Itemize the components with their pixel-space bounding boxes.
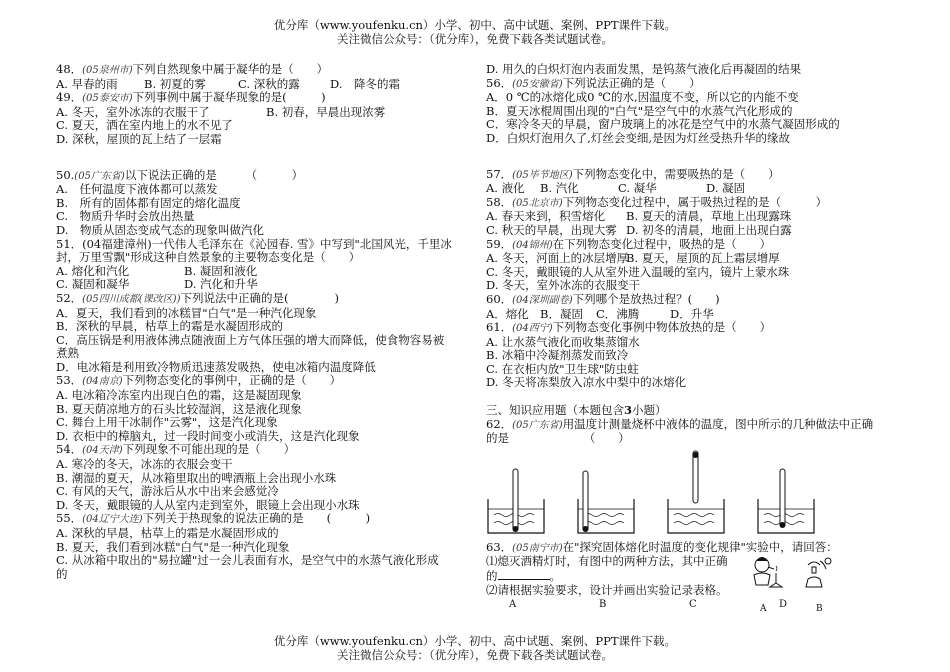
question-source: (05四川成都(课改区)) xyxy=(82,293,181,305)
question-source: (05毕节地区) xyxy=(512,169,573,181)
option-d: D. 冬天将冻梨放入凉水中梨中的冰熔化 xyxy=(486,375,687,390)
beaker-c xyxy=(668,451,724,533)
option-c: C．沸腾 xyxy=(596,306,640,321)
question-text: 下列说法正确的是（ ） xyxy=(562,75,701,90)
option-c: C. 冬天，戴眼镜的人从室外进入温暖的室内，镜片上蒙水珠 xyxy=(486,264,790,279)
lamp-label-a: A xyxy=(760,604,767,614)
question-60-options xyxy=(486,308,916,322)
question-source: (05北京市) xyxy=(512,197,563,209)
question-text: 在"探究固体熔化时温度的变化规律"实验中，请回答： xyxy=(562,539,838,554)
option-c: C. 在衣柜内放"卫生球"防虫蛀 xyxy=(486,361,639,376)
option-b: B．夏天冰棍周围出现的"白气"是空气中的水蒸气汽化形成的 xyxy=(486,103,793,118)
question-number: 50. xyxy=(56,167,75,182)
answer-blank xyxy=(498,569,550,580)
question-source: (04天津) xyxy=(82,445,123,457)
option-c: C. 凝华 xyxy=(618,181,657,196)
option-d: D．白炽灯泡用久了,灯丝会变细,是因为灯丝受热升华的缘故 xyxy=(486,130,791,145)
question-number: 49． xyxy=(56,90,83,105)
option-c: C. 凝固和凝华 xyxy=(56,277,130,292)
section-title-a: 三、知识应用题（本题包含 xyxy=(486,403,624,418)
question-source: (04南京) xyxy=(82,376,123,388)
option-c: C. 有风的天气，游泳后从水中出来会感觉冷 xyxy=(56,484,279,499)
question-text: 下列物态变化中，需要吸热的是（ ） xyxy=(572,166,780,181)
thermometer-figure-svg xyxy=(486,449,816,541)
question-number: 52． xyxy=(56,290,83,305)
question-number: 62． xyxy=(486,416,513,431)
question-text: 下列说法中正确的是( ) xyxy=(180,290,339,305)
question-number: 57． xyxy=(486,166,513,181)
question-56-stem xyxy=(486,77,916,92)
question-number: 53． xyxy=(56,373,83,388)
question-53-stem xyxy=(56,374,472,389)
question-source: (05广东省) xyxy=(74,170,125,182)
question-number: 61． xyxy=(486,320,513,335)
option-b: B. 夏天，我们看到冰糕"白气"是一种汽化现象 xyxy=(56,539,290,554)
header xyxy=(0,18,950,46)
left-column xyxy=(56,63,472,581)
question-source: (05泰安市) xyxy=(82,93,133,105)
section-3-title xyxy=(486,404,916,418)
option-a: A. 任何温度下液体都可以蒸发 xyxy=(56,182,218,197)
option-a: A．0 ℃的冰熔化成0 ℃的水,因温度不变，所以它的内能不变 xyxy=(486,90,799,105)
option-d: D. 冬天，戴眼镜的人从室内走到室外，眼镜上会出现小水珠 xyxy=(56,497,360,512)
question-55-stem xyxy=(56,512,472,527)
question-source: (05泉州市) xyxy=(82,65,133,76)
option-b: B. 汽化 xyxy=(540,181,579,196)
question-55-option-d: D. 用久的白炽灯泡内表面发黑，是钨蒸气液化后再凝固的结果 xyxy=(486,62,802,76)
option-d: D. 初冬的清晨，地面上出现白露 xyxy=(626,222,792,237)
option-d: D. 衣柜中的樟脑丸，过一段时间变小或消失，这是汽化现象 xyxy=(56,428,360,443)
footer xyxy=(0,634,950,662)
option-b: B．深秋的早晨，枯草上的霜是水凝固形成的 xyxy=(56,319,283,334)
question-source: (04辽宁大连) xyxy=(82,514,143,526)
part-2: ⑵请根据实验要求，设计并画出实验记录表格。 xyxy=(486,582,728,597)
question-number: 56． xyxy=(486,75,513,90)
option-c: C. 深秋的露 xyxy=(238,76,300,91)
question-number: 48． xyxy=(56,62,83,76)
question-48-stem xyxy=(56,63,472,78)
question-source: (05广东省) xyxy=(512,419,563,431)
question-source: (04深圳副卷) xyxy=(512,294,573,306)
question-54-stem xyxy=(56,443,472,458)
beaker-b xyxy=(578,471,634,533)
section-title-count: 3 xyxy=(624,403,633,418)
question-51-options-cd xyxy=(56,278,472,292)
option-b: B. 夏天的清晨，草地上出现露珠 xyxy=(626,209,792,224)
right-column xyxy=(486,63,916,599)
figure-a-person-blowing xyxy=(754,557,782,587)
option-b: B. 初春，早晨出现浓雾 xyxy=(266,104,386,119)
question-57-stem xyxy=(486,168,916,183)
question-51-line-1: 51．(04福建漳州)一代伟人毛泽东在《沁园春. 雪》中写到"北国风光，千里冰 xyxy=(56,236,452,251)
lamp-label-b: B xyxy=(816,604,823,614)
figure-label-b: B xyxy=(599,599,607,610)
footer-line-1: 优分库（www.youfenku.cn）小学、初中、高中试题、案例、PPT课件下载。 xyxy=(273,634,677,648)
question-text: 下列物态变化过程中，属于吸热过程的是（ ） xyxy=(562,194,828,209)
question-58-options-ab xyxy=(486,210,916,224)
question-number: 60． xyxy=(486,291,513,306)
part-1-line-1: ⑴熄灭酒精灯时，有图中的两种方法，其中正确 xyxy=(486,554,728,569)
question-number: 58． xyxy=(486,194,513,209)
question-51-line-2: 封，万里雪飘"形成这种自然景象的主要物态变化是（ ） xyxy=(56,250,361,265)
section-title-c: 小题） xyxy=(632,403,667,418)
option-b: B. 冰箱中冷凝剂蒸发而致冷 xyxy=(486,348,629,363)
question-text: 在下列物态变化过程中，吸热的是（ ） xyxy=(552,236,772,251)
option-a: A. 冬天，河面上的冰层增厚 xyxy=(486,251,629,266)
option-c-line-2: 的 xyxy=(56,566,68,581)
part-1-suffix: 。 xyxy=(549,569,561,584)
option-b: B. 夏天，屋顶的瓦上霜层增厚 xyxy=(626,251,780,266)
question-60-stem xyxy=(486,293,916,308)
option-c: C. 秋天的早晨，出现大雾 xyxy=(486,222,617,237)
option-d: D．电冰箱是利用致冷物质迅速蒸发吸热，使电冰箱内温度降低 xyxy=(56,359,376,374)
figure-label-a: A xyxy=(509,599,517,610)
question-number: 59． xyxy=(486,236,513,251)
question-number: 54． xyxy=(56,442,83,457)
option-c-line-1: C．高压锅是利用液体沸点随液面上方气体压强的增大而降低，使食物容易被 xyxy=(56,332,445,347)
figure-b-lamp-cap xyxy=(806,558,831,587)
question-63-part-1 xyxy=(486,555,916,599)
question-text: 下列事例中属于凝华现象的是( ) xyxy=(132,90,326,105)
option-a: A．熔化 xyxy=(486,306,529,321)
question-52-stem xyxy=(56,292,472,307)
part-1-line-2 xyxy=(486,569,728,584)
question-text: 下列现象不可能出现的是（ ） xyxy=(122,442,296,457)
option-b: B. 所有的固体都有固定的熔化温度 xyxy=(56,195,241,210)
option-c: C．寒冷冬天的早晨，窗户玻璃上的冰花是空气中的水蒸气凝固形成的 xyxy=(486,117,840,132)
option-d: D. 汽化和升华 xyxy=(184,277,258,292)
header-line-1: 优分库（www.youfenku.cn）小学、初中、高中试题、案例、PPT课件下载。 xyxy=(273,18,677,32)
part-1-prefix: 的 xyxy=(486,569,498,584)
question-source: (05安徽省) xyxy=(512,78,563,90)
option-c: C. 舞台上用干冰制作"云雾"，这是汽化现象 xyxy=(56,415,278,430)
option-b: B. 初夏的雾 xyxy=(144,76,206,91)
header-line-2: 关注微信公众号：（优分库），免费下载各类试题试卷。 xyxy=(337,32,613,46)
question-63-stem xyxy=(486,541,916,556)
question-text: 下列哪个是放热过程？( ) xyxy=(572,291,720,306)
option-d: D. 深秋，屋顶的瓦上结了一层霜 xyxy=(56,131,222,146)
beaker-a xyxy=(488,469,544,533)
option-c-line-2: 煮熟 xyxy=(56,346,79,361)
question-58-options-cd xyxy=(486,224,916,238)
option-a: A. 深秋的早晨，枯草上的霜是水凝固形成的 xyxy=(56,526,279,540)
question-57-options xyxy=(486,182,916,196)
option-a: A. 电冰箱冷冻室内出现白色的霜，这是凝固现象 xyxy=(56,388,302,403)
question-59-stem xyxy=(486,238,916,253)
question-text: 下列关于热现象的说法正确的是 ( ) xyxy=(142,511,371,526)
question-text: 以下说法正确的是 （ ） xyxy=(124,167,304,182)
question-text: 用温度计测量烧杯中液体的温度，图中所示的几种做法中正确 xyxy=(562,416,874,431)
option-d: D．升华 xyxy=(670,306,714,321)
thermometer-figures xyxy=(486,449,916,541)
question-text: 下列物态变化的事例中，正确的是（ ） xyxy=(122,373,342,388)
option-a: A. 春天来到，积雪熔化 xyxy=(486,209,606,224)
figure-label-d: D xyxy=(779,599,788,610)
option-a: A. 寒冷的冬天，冰冻的衣服会变干 xyxy=(56,457,233,472)
question-text: 下列自然现象中属于凝华的是（ ） xyxy=(132,62,329,76)
option-b: B．凝固 xyxy=(540,306,583,321)
option-c: C. 物质升华时会放出热量 xyxy=(56,209,195,224)
question-49-options-ab xyxy=(56,106,472,120)
question-58-stem xyxy=(486,196,916,211)
figure-label-c: C xyxy=(689,599,697,610)
question-62-stem xyxy=(486,418,916,433)
alcohol-lamp-figure xyxy=(746,555,836,599)
question-number: 55． xyxy=(56,511,83,526)
option-a: A. 冬天，室外冰冻的衣服干了 xyxy=(56,104,210,119)
beaker-d xyxy=(758,469,814,533)
option-a: A. 早春的雨 xyxy=(56,76,118,91)
option-b: B. 潮湿的夏天，从冰箱里取出的啤酒瓶上会出现小水珠 xyxy=(56,470,337,485)
option-d: D. 冬天，室外冰冻的衣服变干 xyxy=(486,278,641,293)
question-source: (04西宁) xyxy=(512,323,553,335)
option-a: A. 熔化和汽化 xyxy=(56,263,130,278)
option-a: A. 液化 xyxy=(486,181,525,196)
option-a: A. 让水蒸气液化而收集蒸馏水 xyxy=(486,334,640,349)
option-c-line-1: C. 从冰箱中取出的"易拉罐"过一会儿表面有水，是空气中的水蒸气液化形成 xyxy=(56,553,439,568)
option-d: D. 降冬的霜 xyxy=(330,76,400,91)
option-d: D. 物质从固态变成气态的现象叫做汽化 xyxy=(56,222,264,237)
question-50-stem xyxy=(56,169,472,184)
question-number: 63． xyxy=(486,539,513,554)
question-49-stem xyxy=(56,91,472,106)
question-62-line-2: 的是 （ ） xyxy=(486,431,630,446)
question-48-options xyxy=(56,78,472,92)
option-a: A．夏天，我们看到的冰糕冒"白气"是一种汽化现象 xyxy=(56,305,317,320)
option-c: C. 夏天，洒在室内地上的水不见了 xyxy=(56,118,233,133)
question-text: 下列物态变化事例中物体放热的是（ ） xyxy=(552,320,772,335)
option-b: B. 凝固和液化 xyxy=(184,263,258,278)
question-61-stem xyxy=(486,321,916,336)
question-source: (04锦州) xyxy=(512,239,553,251)
question-51-options-ab xyxy=(56,265,472,279)
question-source: (05南宁市) xyxy=(512,542,563,554)
option-b: B. 夏天荫凉地方的石头比较湿润，这是液化现象 xyxy=(56,401,302,416)
question-59-options-ab xyxy=(486,252,916,266)
option-d: D. 凝固 xyxy=(706,181,746,196)
footer-line-2: 关注微信公众号：（优分库），免费下载各类试题试卷。 xyxy=(337,648,613,662)
